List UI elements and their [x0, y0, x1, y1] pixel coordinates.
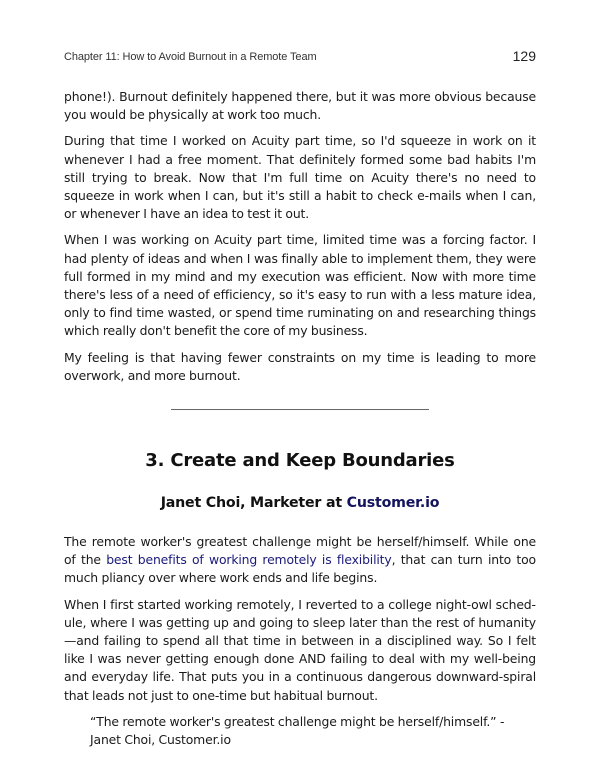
pull-quote: “The remote worker's greatest challenge might be herself/himself.” - Janet Choi, Customer.io — [90, 713, 505, 748]
author-byline — [64, 495, 536, 511]
page-body — [64, 88, 536, 749]
section-title: 3. Create and Keep Boundaries — [145, 450, 455, 472]
paragraph: During that time I worked on Acuity part time, so I'd squeeze in work on it whenever I had a free moment. That definitely formed some bad habits I'm still trying to break. Now that I'm full time on Acuity there's no need to squeeze in work when I can, but it's still a habit to check e-mails when I can, or whenever I have an idea to test it out. — [64, 133, 536, 222]
intro-text-before: The remote worker's greatest challenge might be herself/himself. While one of the — [64, 534, 536, 568]
paragraph: My feeling is that having fewer constraints on my time is leading to more overwork, and more burnout. — [64, 349, 536, 383]
customer-io-link[interactable]: Customer.io — [346, 495, 440, 512]
paragraph: When I first started working remotely, I reverted to a college night-owl schedule, where I was getting up and going to sleep later than the rest of humanity—and failing to spend all that time in between in a disciplined way. So I felt like I was never getting enough done AND failing to deal with my well-being and everyday life. That puts you in a continuous dangerous downward-spiral that leads not just to one-time but habitual burnout. — [64, 596, 536, 703]
flexibility-link[interactable]: best benefits of working remotely is flexibility — [106, 552, 392, 568]
running-header — [64, 49, 536, 65]
section-divider — [171, 409, 429, 410]
intro-text-after: , that can turn into too much pliancy over where work ends and life begins. — [64, 552, 536, 586]
byline-text: Janet Choi, Marketer at — [160, 495, 347, 512]
paragraph: When I was working on Acuity part time, limited time was a forcing factor. I had plenty of ideas and when I was finally able to implement them, they were full formed in my mind and my execution was efficient. Now with more time there's less of a need of efficiency, so it's easy to run with a less mature idea, only to find time wasted, or spend time ruminating on and researching things which really don't benefit the core of my business. — [64, 232, 536, 339]
chapter-title: Chapter 11: How to Avoid Burnout in a Remote Team — [64, 51, 317, 63]
intro-paragraph — [64, 533, 536, 588]
page-number: 129 — [512, 48, 536, 64]
paragraph: phone!). Burnout definitely happened there, but it was more obvious because you would be physically at work too much. — [64, 89, 536, 123]
